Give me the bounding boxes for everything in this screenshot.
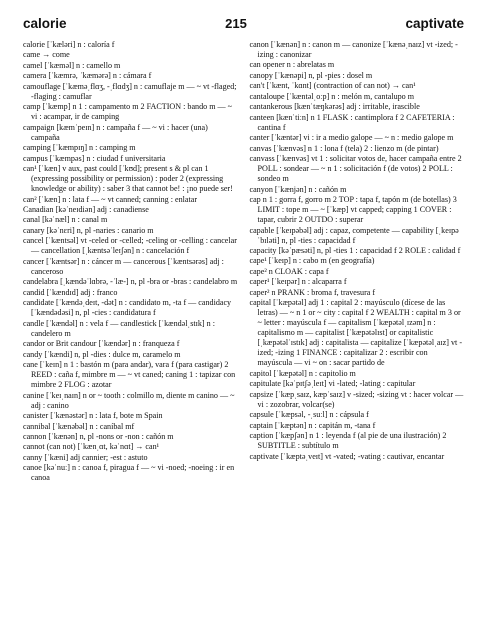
header-guide-word-right: captivate <box>405 16 464 31</box>
dictionary-entry: candor or Brit candour [ˈkændər] n : franqueza f <box>23 339 180 349</box>
dictionary-entry: caper² n PRANK : broma f, travesura f <box>249 287 376 297</box>
right-column <box>250 40 465 483</box>
dictionary-entry: canter [ˈkæntər] vi : ir a medio galope — ~ n : medio galope m <box>249 133 454 143</box>
dictionary-entry: campus [ˈkæmpəs] n : ciudad f universitaria <box>23 153 166 163</box>
dictionary-entry: can opener n : abrelatas m <box>249 60 335 70</box>
dictionary-entry: candid [ˈkændɪd] adj : franco <box>23 287 118 297</box>
dictionary-entry: caption [ˈkæpʃən] n 1 : leyenda f (al pie de una ilustración) 2 SUBTITLE : subtítulo m <box>249 431 447 451</box>
dictionary-entry: capitol [ˈkæpətəl] n : capitolio m <box>249 368 356 378</box>
dictionary-entry: capacity [kəˈpæsəti] n, pl -ties 1 : capacidad f 2 ROLE : calidad f <box>249 246 461 256</box>
page-number: 215 <box>225 16 247 31</box>
dictionary-entry: cancel [ˈkæntsəl] vt -celed or -celled; -celing or -celling : cancelar — cancellation [ˌkæntsəˈleɪʃən] n : cancelación f <box>23 236 237 256</box>
dictionary-entry: camera [ˈkæmrə, ˈkæmərə] n : cámara f <box>23 71 152 81</box>
dictionary-entry: canteen [kænˈtiːn] n 1 FLASK : cantimplora f 2 CAFETERIA : cantina f <box>249 112 455 132</box>
dictionary-entry: captain [ˈkæptən] n : capitán m, -tana f <box>249 420 376 430</box>
dictionary-entry: canyon [ˈkænjən] n : cañón m <box>249 184 347 194</box>
dictionary-entry: cannon [ˈkænən] n, pl -nons or -non : cañón m <box>23 431 174 441</box>
dictionary-entry: came → come <box>23 50 70 60</box>
dictionary-entry: canoe [kəˈnuː] n : canoa f, piragua f — ~ vi -noed; -noeing : ir en canoa <box>23 463 235 483</box>
dictionary-entry: canine [ˈkeɪˌnaɪn] n or ~ tooth : colmillo m, diente m canino — ~ adj : canino <box>23 390 235 410</box>
dictionary-entry: Canadian [kəˈneɪdiən] adj : canadiense <box>23 205 149 215</box>
dictionary-entry: canon [ˈkænən] n : canon m — canonize [ˈkænəˌnaɪz] vt -ized; -izing : canonizar <box>249 40 458 60</box>
dictionary-entry: cannibal [ˈkænəbəl] n : caníbal mf <box>23 421 135 431</box>
dictionary-entry: cap n 1 : gorra f, gorro m 2 TOP : tapa f, tapón m (de botellas) 3 LIMIT : tope m — ~ [ˈkæp] vt capped; capping 1 COVER : tapar, cubrir 2 OUTDO : superar <box>249 195 457 225</box>
dictionary-entry: candy [ˈkændi] n, pl -dies : dulce m, caramelo m <box>23 349 181 359</box>
dictionary-entry: can't [ˈkænt, ˈkɑnt] (contraction of can not) → can¹ <box>249 81 416 91</box>
dictionary-entry: capsize [ˈkæpˌsaɪz, kæpˈsaɪz] v -sized; -sizing vt : hacer volcar — vi : zozobrar, volcar(se) <box>249 389 464 409</box>
dictionary-entry: capital [ˈkæpətəl] adj 1 : capital 2 : mayúsculo (dícese de las letras) — ~ n 1 or ~ city : capital f 2 WEALTH : capital m 3 or ~ letter : mayúscula f — capitalism [ˈkæpətəlˌɪzəm] n : capitalismo m — capitalist [ˈkæpətəlɪst] or capitalistic [ˌkæpətəlˈɪstɪk] adj : capitalista — capitalize [ˈkæpətəlˌaɪz] vt -ized; -izing 1 FINANCE : capitalizar 2 : escribir con mayúscula — vi ~ on : sacar partido de <box>249 298 463 368</box>
dictionary-entry: cape¹ [ˈkeɪp] n : cabo m (en geografía) <box>249 256 375 266</box>
dictionary-entry: calorie [ˈkæləri] n : caloría f <box>23 40 115 49</box>
dictionary-entry: candle [ˈkændəl] n : vela f — candlestick [ˈkændəlˌstɪk] n : candelero m <box>23 318 215 338</box>
dictionary-entry: capsule [ˈkæpsəl, -ˌsuːl] n : cápsula f <box>249 410 369 420</box>
dictionary-entry: cape² n CLOAK : capa f <box>249 266 329 276</box>
page-header <box>23 16 464 34</box>
dictionary-entry: can² [ˈkæn] n : lata f — ~ vt canned; canning : enlatar <box>23 194 198 204</box>
dictionary-entry: can¹ [ˈkæn] v aux, past could [ˈkʊd]; present s & pl can 1 (expressing possibility or permission) : poder 2 (expressing knowledge or ability) : saber 3 that cannot be! : ¡no puede ser! <box>23 164 233 194</box>
dictionary-entry: cantaloupe [ˈkæntəlˌoːp] n : melón m, cantalupo m <box>249 91 415 101</box>
dictionary-entry: canopy [ˈkænəpi] n, pl -pies : dosel m <box>249 70 373 80</box>
dictionary-entry: camping [ˈkæmpɪŋ] n : camping m <box>23 143 136 153</box>
dictionary-entry: canal [kəˈnæl] n : canal m <box>23 215 108 225</box>
header-guide-word-left: calorie <box>23 16 67 31</box>
dictionary-entry: candidate [ˈkændəˌdeɪt, -dət] n : candidato m, -ta f — candidacy [ˈkændədəsi] n, pl -cies : candidatura f <box>23 298 232 318</box>
dictionary-entry: canvass [ˈkænvəs] vt 1 : solicitar votos de, hacer campaña entre 2 POLL : sondear — ~ n 1 : solicitación f (de votos) 2 POLL : sondeo m <box>249 154 462 184</box>
dictionary-entry: caper¹ [ˈkeɪpər] n : alcaparra f <box>249 277 347 287</box>
left-column <box>23 40 238 483</box>
dictionary-entry: cannot (can not) [ˈkænˌɑt, kəˈnɑt] → can¹ <box>23 442 160 452</box>
dictionary-entry: camp [ˈkæmp] n 1 : campamento m 2 FACTION : bando m — ~ vi : acampar, ir de camping <box>23 102 233 122</box>
dictionary-entry: capable [ˈkeɪpəbəl] adj : capaz, competente — capability [ˌkeɪpəˈbɪləti] n, pl -ties : capacidad f <box>249 225 459 245</box>
dictionary-entry: canary [kəˈnɛri] n, pl -naries : canario m <box>23 225 154 235</box>
dictionary-entry: captivate [ˈkæptəˌveɪt] vt -vated; -vating : cautivar, encantar <box>249 451 445 461</box>
dictionary-entry: cane [ˈkeɪn] n 1 : bastón m (para andar), vara f (para castigar) 2 REED : caña f, mimbre m — ~ vt caned; caning 1 : tapizar con mimbre 2 FLOG : azotar <box>23 360 236 390</box>
dictionary-entry: canister [ˈkænəstər] n : lata f, bote m Spain <box>23 411 163 421</box>
dictionary-entry: cancer [ˈkæntsər] n : cáncer m — cancerous [ˈkæntsərəs] adj : canceroso <box>23 256 224 276</box>
dictionary-entry: canny [ˈkæni] adj cannier; -est : astuto <box>23 452 148 462</box>
dictionary-entry: camel [ˈkæməl] n : camello m <box>23 60 121 70</box>
dictionary-entry: camouflage [ˈkæməˌflɑʒ, -ˌflɑdʒ] n : camuflaje m — ~ vt -flaged; -flaging : camuflar <box>23 81 237 101</box>
dictionary-entry: canvas [ˈkænvəs] n 1 : lona f (tela) 2 : lienzo m (de pintar) <box>249 143 439 153</box>
dictionary-entry: capitulate [kəˈpɪtʃəˌleɪt] vi -lated; -lating : capitular <box>249 379 416 389</box>
dictionary-entry: candelabra [ˌkændəˈlɑbrə, -ˈlæ-] n, pl -bra or -bras : candelabro m <box>23 277 238 287</box>
entry-columns <box>23 40 464 483</box>
dictionary-entry: cantankerous [kænˈtæŋkərəs] adj : irritable, irascible <box>249 102 420 112</box>
dictionary-entry: campaign [kæmˈpeɪn] n : campaña f — ~ vi : hacer (una) campaña <box>23 122 208 142</box>
